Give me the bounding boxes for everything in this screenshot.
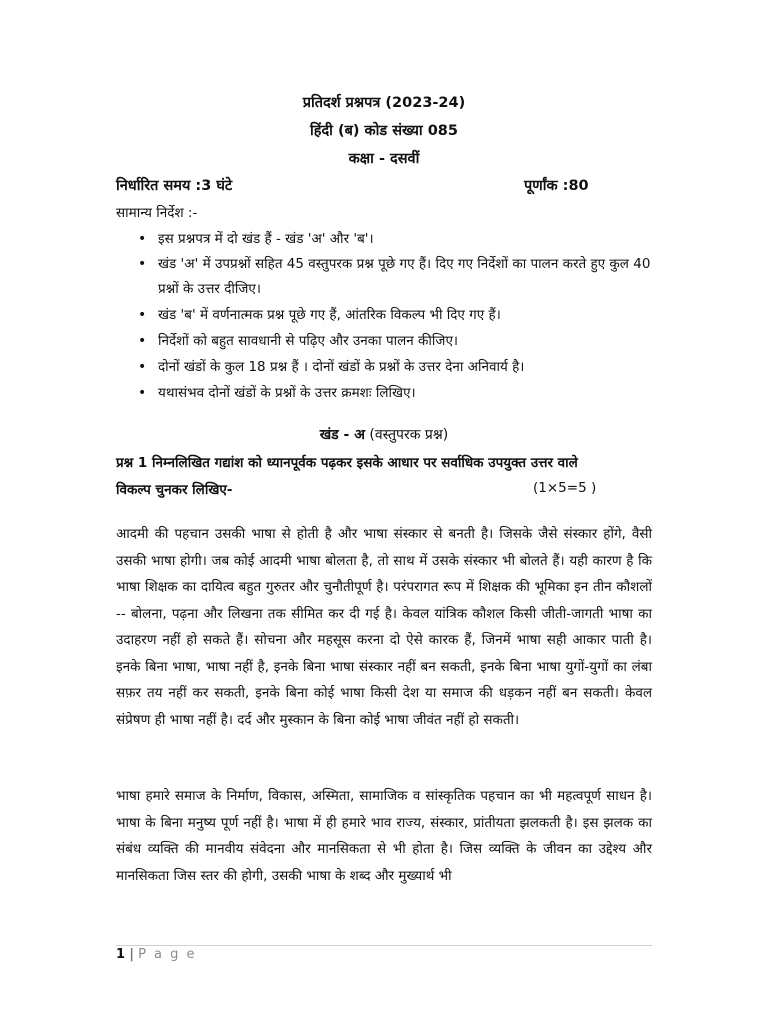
instruction-item: • खंड 'अ' में उपप्रश्नों सहित 45 वस्तुपरक प्रश्न पूछे गए हैं। दिए गए निर्देशों का पालन करते हुए कुल 40 प्रश्नों के उत्तर दीजिए। [134, 252, 654, 302]
instruction-item: • निर्देशों को बहुत सावधानी से पढ़िए और उनका पालन कीजिए। [134, 328, 654, 354]
section-title: खंड - अ [319, 427, 365, 443]
subject-code: हिंदी (ब) कोड संख्या 085 [309, 123, 458, 139]
footer-separator: | [129, 947, 134, 962]
page-footer [116, 947, 197, 962]
question-text-line-2: विकल्प चुनकर लिखिए- [116, 482, 233, 498]
maximum-marks: पूर्णांक :80 [524, 178, 589, 194]
question-marks: (1×5=5 ) [533, 480, 597, 496]
page-number: 1 [116, 947, 126, 962]
passage-paragraph-2: भाषा हमारे समाज के निर्माण, विकास, अस्मिता, सामाजिक व सांस्कृतिक पहचान का भी महत्वपूर्ण साधन है। भाषा के बिना मनुष्य पूर्ण नहीं है। भाषा में ही हमारे भाव राज्य, संस्कार, प्रांतीयता झलकती है। इस झलक का संबंध व्यक्ति की मानवीय संवेदना और मानसिकता से भी होता है। जिस व्यक्ति के जीवन का उद्देश्य और मानसिकता जिस स्तर की होगी, उसकी भाषा के शब्द और मुख्यार्थ भी [116, 788, 652, 884]
class-label: कक्षा - दसवीं [348, 151, 420, 167]
footer-divider [116, 945, 652, 946]
section-subtitle: (वस्तुपरक प्रश्न) [369, 427, 449, 443]
instruction-item: • यथासंभव दोनों खंडों के प्रश्नों के उत्तर क्रमशः लिखिए। [134, 380, 654, 406]
instruction-item: • खंड 'ब' में वर्णनात्मक प्रश्न पूछे गए हैं, आंतरिक विकल्प भी दिए गए हैं। [134, 302, 654, 328]
time-allowed: निर्धारित समय :3 घंटे [116, 178, 233, 194]
instructions-heading: सामान्य निर्देश :- [116, 205, 198, 221]
section-heading [0, 425, 768, 444]
question-text-line-1: प्रश्न 1 निम्नलिखित गद्यांश को ध्यानपूर्वक पढ़कर इसके आधार पर सर्वाधिक उपयुक्त उत्तर वाले [116, 455, 578, 471]
instruction-item: • इस प्रश्नपत्र में दो खंड हैं - खंड 'अ' और 'ब'। [134, 226, 654, 252]
passage-paragraph-1: आदमी की पहचान उसकी भाषा से होती है और भाषा संस्कार से बनती है। जिसके जैसे संस्कार होंगे, वैसी उसकी भाषा होगी। जब कोई आदमी भाषा बोलता है, तो साथ में उसके संस्कार भी बोलते हैं। यही कारण है कि भाषा शिक्षक का दायित्व बहुत गुरुतर और चुनौतीपूर्ण है। परंपरागत रूप में शिक्षक की भूमिका इन तीन कौशलों -- बोलना, पढ़ना और लिखना तक सीमित कर दी गई है। केवल यांत्रिक कौशल किसी जीती-जागती भाषा का उदाहरण नहीं हो सकते हैं। सोचना और महसूस करना दो ऐसे कारक हैं, जिनमें भाषा सही आकार पाती है। इनके बिना भाषा, भाषा नहीं है, इनके बिना भाषा संस्कार नहीं बन सकती, इनके बिना भाषा युगों-युगों का लंबा सफ़र तय नहीं कर सकती, इनके बिना कोई भाषा किसी देश या समाज की धड़कन नहीं बन सकती। केवल संप्रेषण ही भाषा नहीं है। दर्द और मुस्कान के बिना कोई भाषा जीवंत नहीं हो सकती। [116, 526, 652, 728]
instructions-list [134, 226, 654, 406]
instruction-item: • दोनों खंडों के कुल 18 प्रश्न हैं । दोनों खंडों के प्रश्नों के उत्तर देना अनिवार्य है। [134, 354, 654, 380]
paper-title: प्रतिदर्श प्रश्नपत्र (2023-24) [302, 95, 466, 111]
page-label: P a g e [138, 947, 197, 962]
